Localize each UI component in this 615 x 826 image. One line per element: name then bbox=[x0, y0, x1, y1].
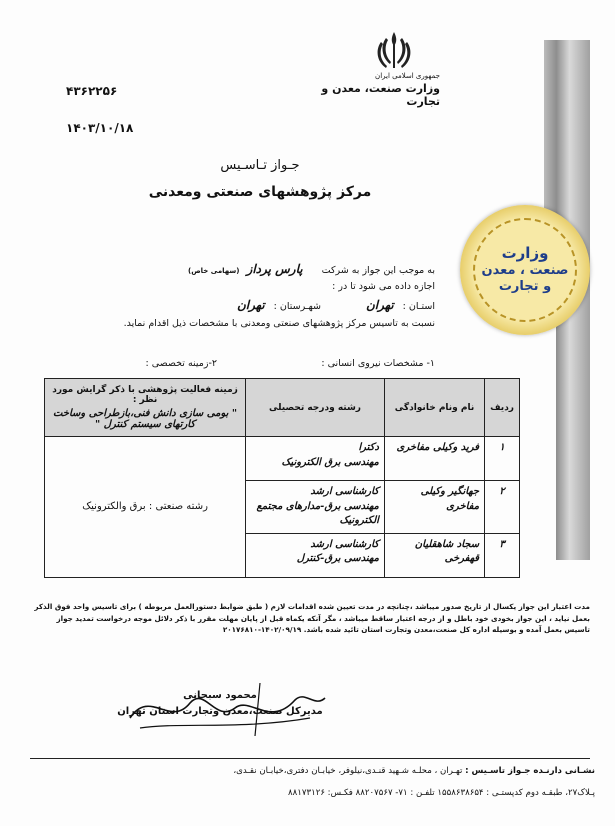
ministry-label: وزارت صنعت، معدن و تجارت bbox=[321, 82, 440, 108]
company-name: پارس پرداز bbox=[246, 262, 303, 276]
city-value: تهران bbox=[236, 298, 265, 312]
seal-line-2: صنعت ، معدن bbox=[481, 263, 569, 279]
province-label: استـان : bbox=[402, 301, 435, 312]
gold-seal bbox=[460, 205, 590, 335]
intro-text: به موجب این جواز به شرکت bbox=[321, 265, 435, 276]
manpower-table bbox=[44, 378, 520, 578]
row-3-idx: ۳ bbox=[485, 533, 520, 577]
row-1-degree-level: دکترا bbox=[358, 442, 379, 453]
table-row bbox=[45, 437, 520, 481]
th-field-hand: " بومی سازی دانش فنی،بازطراحی وساخت کارتهای سیستم کنترل " bbox=[52, 408, 238, 430]
row-1-idx: ۱ bbox=[485, 437, 520, 481]
row-2-degree bbox=[246, 481, 385, 534]
th-field bbox=[45, 379, 246, 437]
row-1-name: فرید وکیلی مفاخری bbox=[384, 437, 484, 481]
title-license: جـواز تـاسـيس bbox=[220, 158, 300, 173]
th-field-intro: زمینه فعالیت پژوهشی با ذکر گرایش مورد نظر : bbox=[52, 385, 238, 405]
company-type: (سهامی خاص) bbox=[188, 267, 240, 275]
iran-emblem-icon bbox=[374, 28, 414, 72]
row-3-name: سجاد شاهقلیان قهفرخی bbox=[384, 533, 484, 577]
footer-divider bbox=[30, 758, 590, 759]
row-3-degree-field: مهندسی برق-کنترل bbox=[296, 553, 379, 564]
address-label: نشـانی دارنـده جـواز تاسـیس : bbox=[465, 766, 595, 776]
th-name: نام ونام خانوادگی bbox=[384, 379, 484, 437]
industry-field: رشته صنعتی : برق والکترونیک bbox=[45, 437, 246, 578]
license-number: ۴۳۶۲۲۵۶ bbox=[66, 84, 118, 98]
row-3-degree-level: کارشناسی ارشد bbox=[310, 538, 379, 550]
city-label: شهـرستان : bbox=[273, 301, 321, 312]
row-2-idx: ۲ bbox=[485, 481, 520, 534]
table-header-row bbox=[45, 379, 520, 437]
seal-line-3: و تجارت bbox=[498, 279, 552, 295]
row-2-degree-field: مهندسی برق-مدارهای مجتمع الکترونیک bbox=[256, 500, 379, 526]
province-value: تهران bbox=[365, 298, 394, 312]
th-degree: رشته ودرجه تحصیلی bbox=[246, 379, 385, 437]
address-text: تهـران ، محلـه شـهید قنـدی،نیلوفر، خیابـان دفتری،خیابـان نقـدی، bbox=[233, 766, 463, 776]
row-1-degree-field: مهندسی برق الکترونیک bbox=[281, 456, 379, 468]
footer-address bbox=[20, 766, 595, 776]
th-idx: ردیف bbox=[485, 379, 520, 437]
manpower-label: ۱- مشخصات نیروی انسانی : bbox=[321, 358, 435, 369]
signatory-title: مدیرکل صنعت،معدن وتجارت استان تهران bbox=[117, 706, 323, 717]
seal-line-1: وزارت bbox=[501, 244, 549, 263]
location-line bbox=[175, 298, 435, 312]
intro-line bbox=[175, 262, 435, 276]
row-2-name: جهانگیر وکیلی مفاخری bbox=[384, 481, 484, 534]
permission-line: اجازه داده می شود تا در : bbox=[332, 281, 435, 292]
seal-text bbox=[473, 218, 577, 322]
purpose-line: نسبت به تاسیس مرکز پژوهشهای صنعتی ومعدنی با مشخصات ذیل اقدام نماید. bbox=[123, 318, 435, 329]
ministry-header bbox=[300, 72, 440, 108]
row-2-degree-level: کارشناسی ارشد bbox=[310, 486, 379, 497]
signatory-name: محمود سبحانی bbox=[183, 690, 257, 701]
license-date: ۱۴۰۳/۱۰/۱۸ bbox=[66, 121, 134, 135]
row-3-degree bbox=[246, 533, 385, 577]
row-1-degree bbox=[246, 437, 385, 481]
title-center: مرکز پژوهشهای صنعتی ومعدنی bbox=[148, 184, 372, 200]
footer-address-2: پـلاک۲۷، طبقـه دوم کدپستـی : ۱۵۵۸۶۳۸۶۵۴ تلفـن : ۷۱- ۸۸۲۰۷۵۶۷ فکـس: ۸۸۱۷۳۱۲۶ bbox=[288, 788, 595, 798]
republic-label: جمهوری اسلامی ایران bbox=[375, 72, 440, 80]
validity-text: مدت اعتبار این جواز یکسال از تاریخ صدور میباشد ،چنانچه در مدت تعیین شده اقدامات لازم ( طبق ضوابط دستورالعمل مربوطه ) برای تاسیس واحد فوق الذکر بعمل نیاید ، این جواز بخودی خود باطل و از درجه اعتبار ساقط میباشد ، مگر آنکه یکماه قبل از پایان مهلت مقرر با ذکر دلائل موجه درخواست تمدید جواز تاسیس بعمل آمده و بوسیله اداره کل صنعت،معدن وتجارت استان تائید شده باشد. ۱۴۰۲/۰۹/۱۹-۲۰۱۷۶۸۱۰ bbox=[34, 602, 590, 635]
specialty-label: ۲-زمینه تخصصی : bbox=[145, 358, 217, 369]
